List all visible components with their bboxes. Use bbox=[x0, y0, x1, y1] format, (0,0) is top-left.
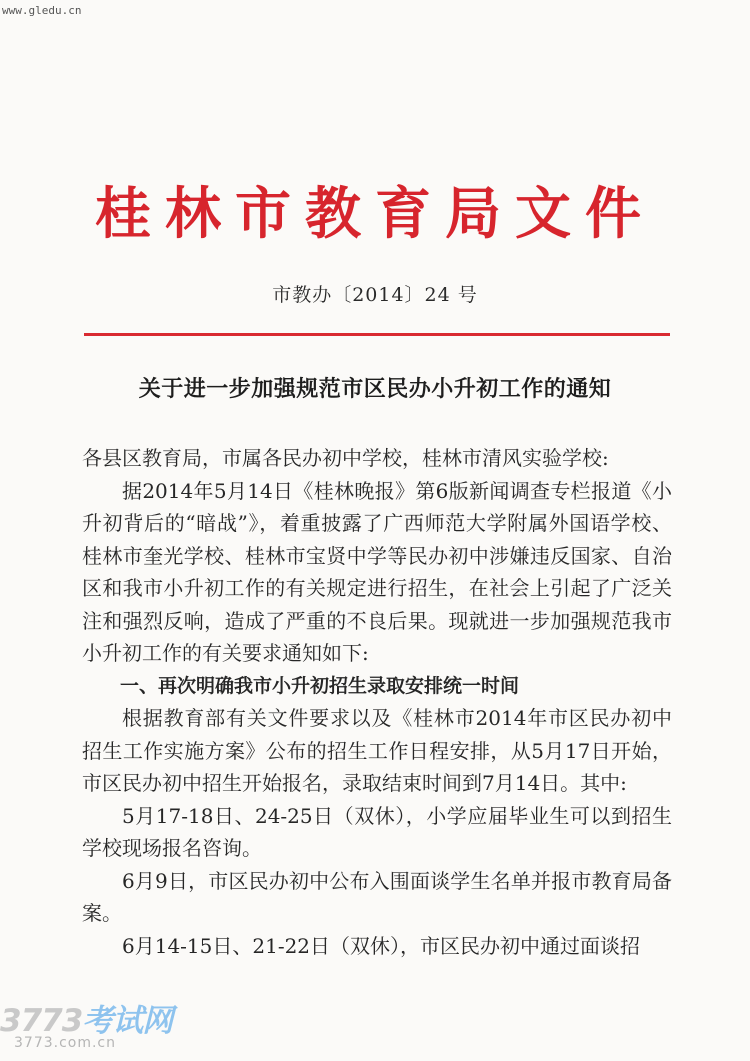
document-header-title: 桂林市教育局文件 bbox=[95, 182, 655, 247]
paragraph-1: 据2014年5月14日《桂林晚报》第6版新闻调查专栏报道《小升初背后的“暗战”》，着重披露了广西师范大学附属外国语学校、桂林市奎光学校、桂林市宝贤中学等民办初中涉嫌违反国家、自治区和我市小升初工作的有关规定进行招生，在社会上引起了广泛关注和强烈反响，造成了严重的不良后果。现就进一步加强规范我市小升初工作的有关要求通知如下: bbox=[82, 478, 672, 665]
paragraph-2: 根据教育部有关文件要求以及《桂林市2014年市区民办初中招生工作实施方案》公布的招生工作日程安排，从5月17日开始，市区民办初中招生开始报名，录取结束时间到7月14日。其中: bbox=[82, 706, 672, 795]
salutation: 各县区教育局，市属各民办初中学校，桂林市清风实验学校: bbox=[82, 446, 609, 470]
watermark-logo-number: 3773 bbox=[0, 1003, 83, 1039]
section-heading-1: 一、再次明确我市小升初招生录取安排统一时间 bbox=[120, 674, 520, 697]
watermark-logo-text bbox=[0, 995, 172, 1040]
notice-title: 关于进一步加强规范市区民办小升初工作的通知 bbox=[138, 376, 612, 402]
watermark-logo-chinese: 考试网 bbox=[82, 1003, 173, 1039]
document-number: 市教办〔2014〕24 号 bbox=[272, 284, 478, 306]
watermark-top-url: www.gledu.cn bbox=[2, 4, 82, 17]
paragraph-5: 6月14-15日、21-22日（双休），市区民办初中通过面谈招 bbox=[122, 933, 641, 958]
paragraph-4: 6月9日，市区民办初中公布入围面谈学生名单并报市教育局备案。 bbox=[82, 868, 672, 925]
document-body bbox=[82, 442, 672, 962]
red-divider-line bbox=[84, 333, 670, 336]
watermark-bottom-logo bbox=[0, 995, 180, 1061]
watermark-site-url: 3773.com.cn bbox=[14, 1035, 116, 1051]
paragraph-3: 5月17-18日、24-25日（双休），小学应届毕业生可以到招生学校现场报名咨询。 bbox=[82, 803, 672, 860]
